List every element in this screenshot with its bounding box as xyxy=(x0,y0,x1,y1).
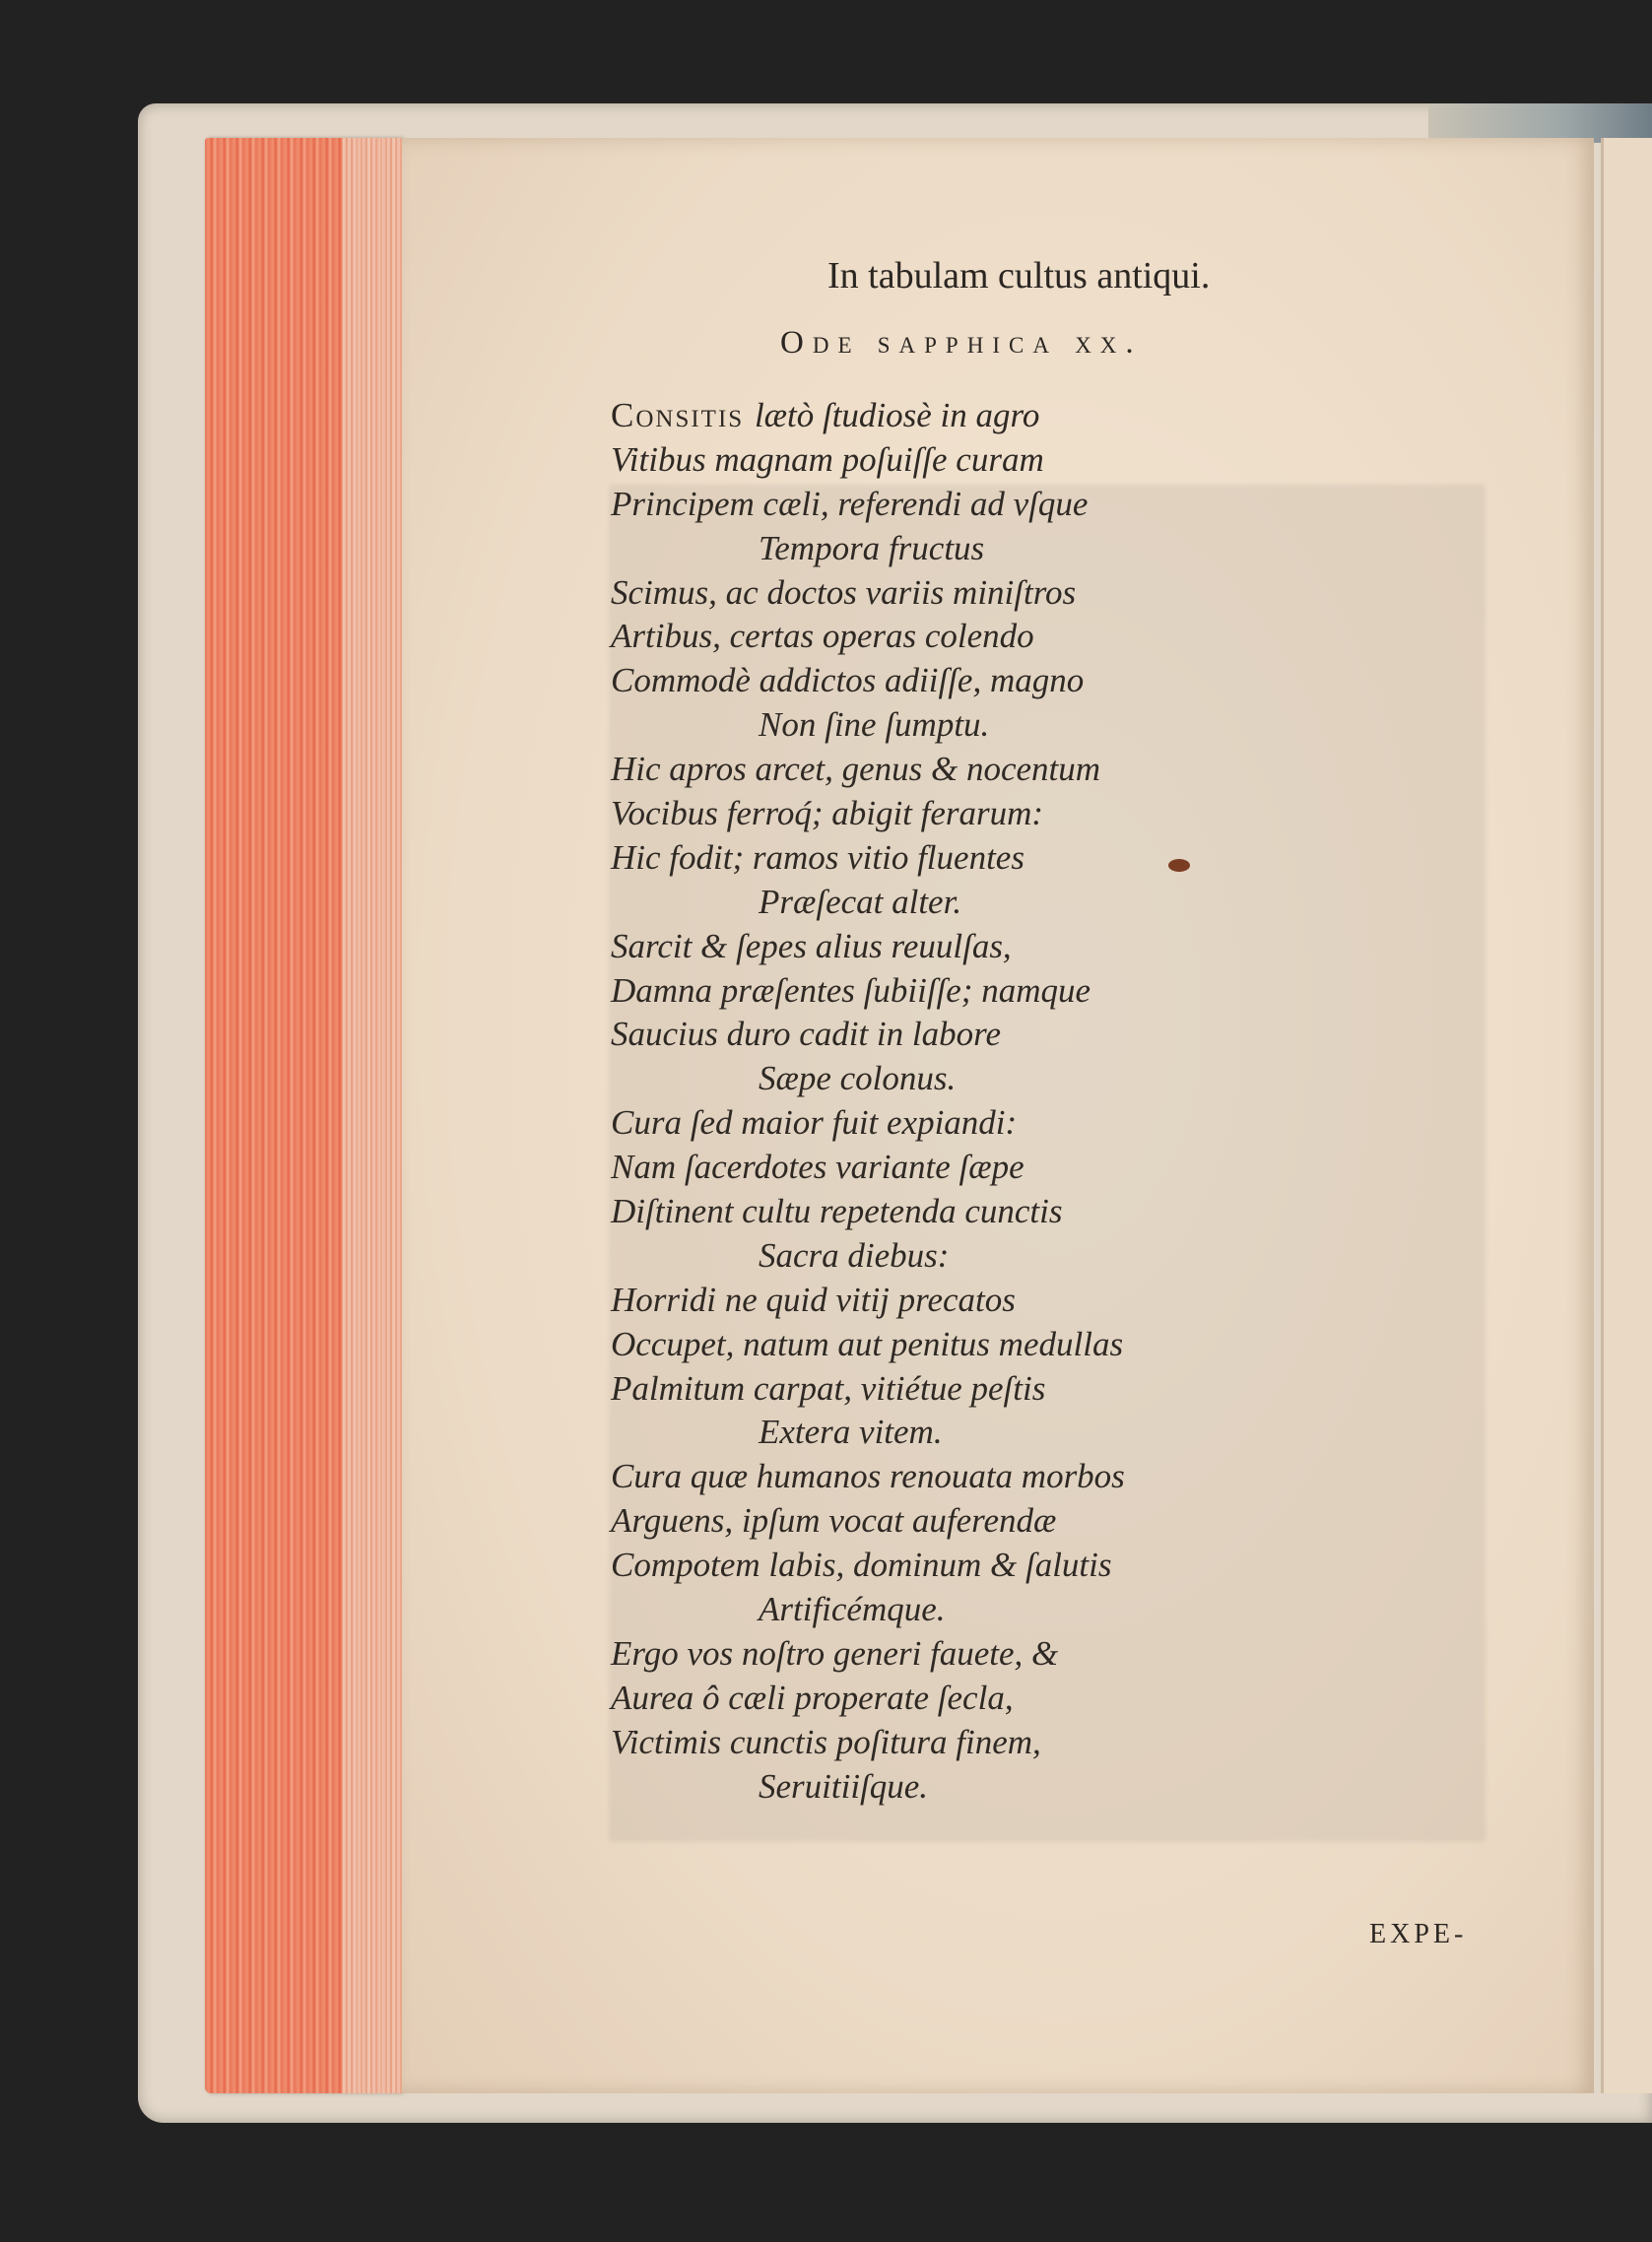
poem-line-text: Commodè addictos adiiſſe, magno xyxy=(611,661,1085,700)
poem-line xyxy=(611,483,1320,527)
poem-line-text: lætò ſtudiosè in agro xyxy=(754,396,1040,434)
running-head: In tabulam cultus antiqui. xyxy=(827,255,1211,297)
ode-title: Ode sapphica xx. xyxy=(780,325,1143,361)
poem-line xyxy=(611,1101,1320,1146)
poem-line-text: Præſecat alter. xyxy=(759,882,962,921)
book-spine xyxy=(1428,103,1652,143)
poem-line xyxy=(611,1632,1320,1677)
poem-line xyxy=(611,615,1320,659)
catchword: EXPE- xyxy=(1369,1919,1468,1949)
poem-line-text: Sæpe colonus. xyxy=(759,1059,957,1098)
poem-line-text: Diſtinent cultu repetenda cunctis xyxy=(611,1192,1063,1231)
poem-line-text: Nam ſacerdotes variante ſæpe xyxy=(611,1148,1024,1187)
poem-line xyxy=(611,1411,1320,1455)
poem-line xyxy=(611,571,1320,616)
poem-line-text: Ergo vos noſtro generi fauete, & xyxy=(611,1633,1059,1673)
poem-line-text: Vocibus ferroq́; abigit ferarum: xyxy=(611,794,1044,833)
poem-line xyxy=(611,1677,1320,1721)
poem-line xyxy=(611,1588,1320,1632)
poem-line xyxy=(611,1234,1320,1279)
poem-line xyxy=(611,394,1320,438)
poem-line xyxy=(611,1544,1320,1588)
page-edges xyxy=(205,138,402,2093)
poem-line xyxy=(611,438,1320,483)
poem-line xyxy=(611,881,1320,925)
poem-line-text: Cura quæ humanos renouata morbos xyxy=(611,1457,1125,1496)
poem-line-text: Occupet, natum aut penitus medullas xyxy=(611,1324,1124,1363)
poem-line-text: Aurea ô cæli properate ſecla, xyxy=(611,1678,1014,1717)
poem-line xyxy=(611,1765,1320,1810)
poem-line-text: Non ſine ſumptu. xyxy=(759,705,990,745)
poem-line xyxy=(611,1279,1320,1323)
poem-line-text: Hic fodit; ramos vitio fluentes xyxy=(611,837,1024,877)
poem-line-text: Hic apros arcet, genus & nocentum xyxy=(611,750,1101,789)
poem-text xyxy=(611,394,1320,1810)
poem-line xyxy=(611,1057,1320,1101)
poem-line-text: Saucius duro cadit in labore xyxy=(611,1015,1001,1054)
poem-line xyxy=(611,1499,1320,1544)
poem-line xyxy=(611,1367,1320,1412)
poem-line xyxy=(611,969,1320,1014)
poem-line xyxy=(611,527,1320,571)
poem-line-text: Artibus, certas operas colendo xyxy=(611,617,1034,656)
poem-line-text: Compotem labis, dominum & ſalutis xyxy=(611,1546,1112,1585)
poem-line-text: Sacra diebus: xyxy=(759,1235,950,1275)
poem-line xyxy=(611,1323,1320,1367)
poem-line xyxy=(611,925,1320,969)
poem-line-text: Palmitum carpat, vitiétue peſtis xyxy=(611,1368,1046,1408)
poem-line xyxy=(611,792,1320,836)
poem-line-text: Cura ſed maior fuit expiandi: xyxy=(611,1103,1018,1143)
poem-line-text: Extera vitem. xyxy=(759,1413,943,1452)
first-word: Consitis xyxy=(611,396,755,434)
poem-line xyxy=(611,1146,1320,1190)
poem-line xyxy=(611,1190,1320,1234)
poem-line-text: Scimus, ac doctos variis miniſtros xyxy=(611,572,1077,612)
poem-line xyxy=(611,659,1320,703)
poem-line-text: Principem cæli, referendi ad vſque xyxy=(611,484,1089,523)
poem-line xyxy=(611,703,1320,748)
poem-line-text: Vitibus magnam poſuiſſe curam xyxy=(611,439,1044,479)
poem-line-text: Victimis cunctis poſitura finem, xyxy=(611,1722,1041,1761)
facing-page-edge xyxy=(1601,138,1652,2093)
poem-line-text: Tempora fructus xyxy=(759,528,985,567)
poem-line xyxy=(611,748,1320,792)
poem-line xyxy=(611,836,1320,881)
poem-line-text: Damna præſentes ſubiiſſe; namque xyxy=(611,970,1091,1010)
poem-line-text: Seruitiiſque. xyxy=(759,1766,929,1806)
poem-line xyxy=(611,1721,1320,1765)
poem-line-text: Arguens, ipſum vocat auferendæ xyxy=(611,1501,1057,1541)
poem-line-text: Artificémque. xyxy=(759,1590,946,1629)
poem-line-text: Sarcit & ſepes alius reuulſas, xyxy=(611,926,1012,965)
poem-line xyxy=(611,1013,1320,1057)
poem-line-text: Horridi ne quid vitij precatos xyxy=(611,1280,1016,1319)
poem-line xyxy=(611,1455,1320,1499)
